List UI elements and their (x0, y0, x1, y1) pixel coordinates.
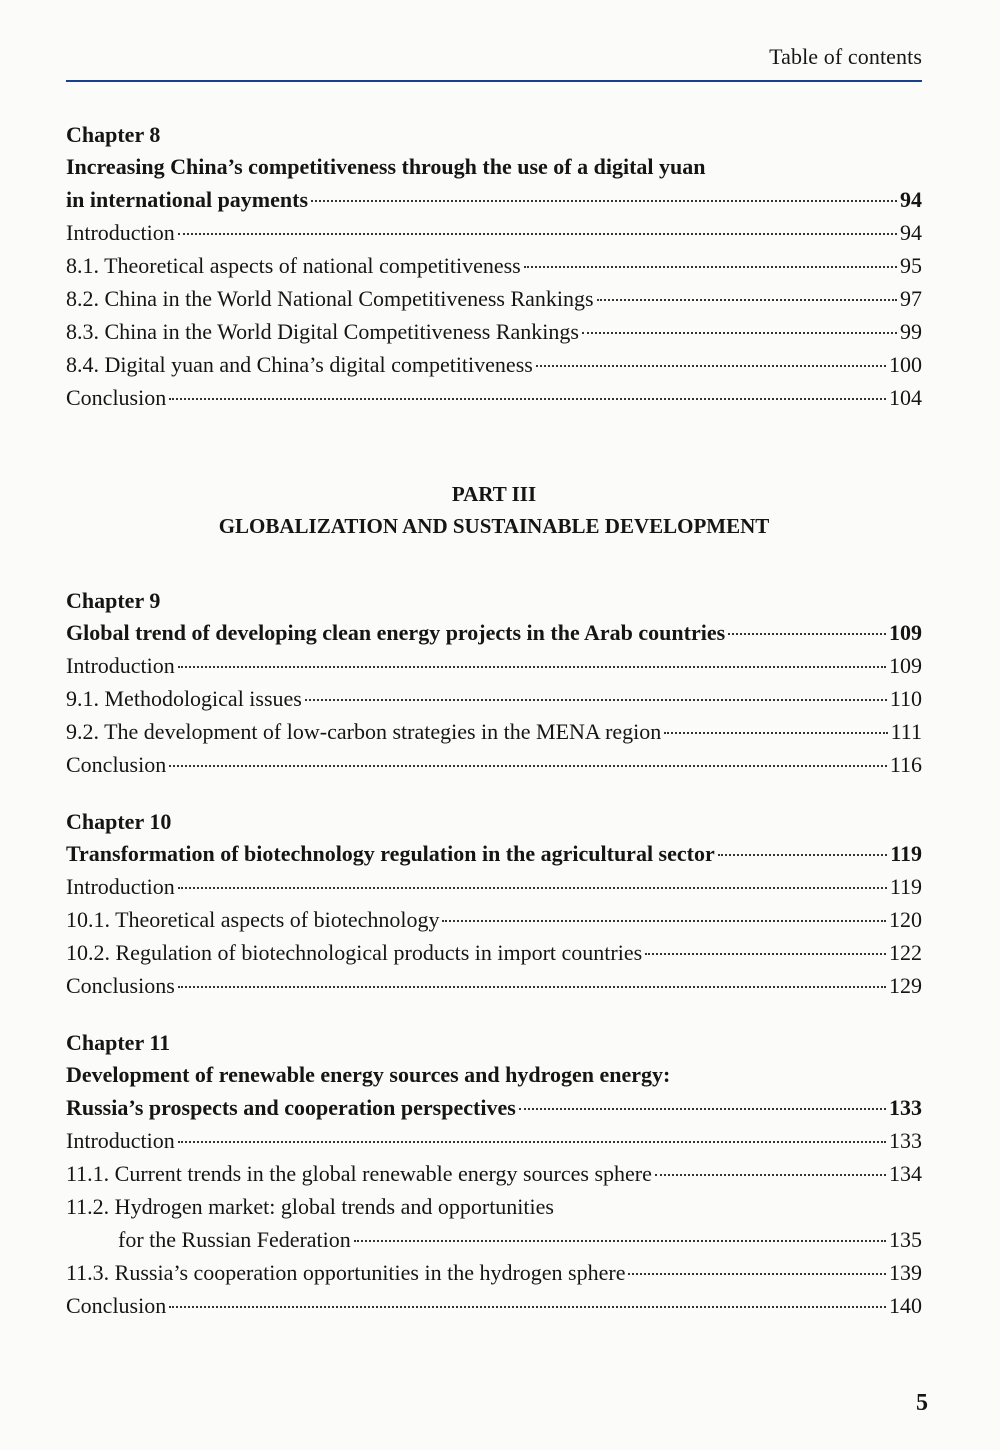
leader-dots (169, 398, 886, 400)
toc-content (66, 120, 922, 1322)
entry-text: 8.1. Theoretical aspects of national competitiveness (66, 253, 521, 278)
leader-dots (524, 266, 897, 268)
leader-dots (718, 854, 887, 856)
entry-text: Introduction (66, 1128, 175, 1153)
part-heading (66, 478, 922, 542)
leader-dots (305, 699, 887, 701)
chapter-10 (66, 807, 922, 1002)
toc-entry[interactable] (66, 903, 922, 936)
entry-text: Introduction (66, 874, 175, 899)
chapter-title-line[interactable] (66, 616, 922, 649)
page-ref: 133 (889, 1128, 922, 1153)
page-ref: 119 (889, 874, 922, 899)
chapter-label: Chapter 8 (66, 122, 161, 147)
part-title: GLOBALIZATION AND SUSTAINABLE DEVELOPMENT (218, 514, 770, 538)
entry-text: 8.4. Digital yuan and China’s digital competitiveness (66, 352, 533, 377)
chapter-9 (66, 586, 922, 781)
toc-entry[interactable] (66, 348, 922, 381)
chapter-8 (66, 120, 922, 414)
chapter-11 (66, 1028, 922, 1322)
leader-dots (354, 1240, 886, 1242)
page-number: 5 (916, 1390, 928, 1416)
chapter-label: Chapter 9 (66, 588, 161, 613)
entry-text: Conclusion (66, 752, 167, 777)
entry-text: 11.2. Hydrogen market: global trends and opportunities (66, 1194, 554, 1219)
toc-entry[interactable] (66, 748, 922, 781)
entry-text: Introduction (66, 220, 175, 245)
toc-entry[interactable] (66, 1124, 922, 1157)
page-ref: 104 (889, 385, 922, 410)
leader-dots (178, 1141, 886, 1143)
toc-entry[interactable] (66, 682, 922, 715)
leader-dots (442, 920, 886, 922)
page-ref: 95 (900, 253, 922, 278)
entry-text: Conclusion (66, 385, 167, 410)
toc-entry[interactable] (66, 969, 922, 1002)
toc-entry[interactable] (66, 715, 922, 748)
toc-entry[interactable] (66, 381, 922, 414)
leader-dots (536, 365, 886, 367)
chapter-title-line[interactable] (66, 183, 922, 216)
entry-text: 9.2. The development of low-carbon strategies in the MENA region (66, 719, 662, 744)
page-ref: 109 (889, 653, 922, 678)
entry-text: Conclusion (66, 1293, 167, 1318)
entry-text: 8.3. China in the World Digital Competitiveness Rankings (66, 319, 579, 344)
part-label: PART III (451, 482, 537, 506)
chapter-label: Chapter 11 (66, 1030, 171, 1055)
toc-entry[interactable] (66, 1256, 922, 1289)
page-ref: 111 (890, 719, 922, 744)
leader-dots (582, 332, 897, 334)
page-ref: 122 (889, 940, 922, 965)
page-ref: 133 (889, 1095, 922, 1120)
leader-dots (664, 732, 887, 734)
toc-entry[interactable] (66, 870, 922, 903)
page-ref: 120 (889, 907, 922, 932)
leader-dots (178, 887, 887, 889)
entry-text: 10.1. Theoretical aspects of biotechnology (66, 907, 440, 932)
page-ref: 94 (900, 187, 922, 212)
leader-dots (178, 666, 886, 668)
chapter-title-line[interactable] (66, 837, 922, 870)
entry-text: Conclusions (66, 973, 175, 998)
entry-text: 8.2. China in the World National Competitiveness Rankings (66, 286, 594, 311)
entry-text: Introduction (66, 653, 175, 678)
toc-entry[interactable] (66, 1289, 922, 1322)
chapter-title-line[interactable] (66, 1091, 922, 1124)
page-ref: 139 (889, 1260, 922, 1285)
chapter-title-line (66, 1058, 922, 1091)
title-text: in international payments (66, 187, 309, 212)
page-ref: 94 (900, 220, 922, 245)
page-ref: 97 (900, 286, 922, 311)
leader-dots (178, 986, 886, 988)
leader-dots (628, 1273, 886, 1275)
page-ref: 135 (889, 1227, 922, 1252)
page-ref: 100 (889, 352, 922, 377)
toc-entry[interactable] (66, 282, 922, 315)
toc-entry[interactable] (66, 936, 922, 969)
entry-text: 10.2. Regulation of biotechnological products in import countries (66, 940, 643, 965)
page-ref: 99 (900, 319, 922, 344)
leader-dots (645, 953, 886, 955)
running-head: Table of contents (769, 44, 922, 69)
toc-entry[interactable] (66, 315, 922, 348)
page-ref: 119 (890, 841, 922, 866)
toc-entry[interactable] (66, 1190, 922, 1223)
page-ref: 129 (889, 973, 922, 998)
entry-text: for the Russian Federation (118, 1227, 351, 1252)
title-text: Global trend of developing clean energy projects in the Arab countries (66, 620, 726, 645)
entry-text: 9.1. Methodological issues (66, 686, 302, 711)
chapter-title-line (66, 150, 922, 183)
page-ref: 116 (889, 752, 922, 777)
toc-entry[interactable] (66, 216, 922, 249)
leader-dots (728, 633, 886, 635)
leader-dots (519, 1108, 886, 1110)
toc-entry[interactable] (66, 249, 922, 282)
entry-text: 11.1. Current trends in the global renewable energy sources sphere (66, 1161, 652, 1186)
title-text: Russia’s prospects and cooperation perspectives (66, 1095, 516, 1120)
leader-dots (169, 1306, 886, 1308)
page-ref: 140 (889, 1293, 922, 1318)
title-text: Development of renewable energy sources and hydrogen energy: (66, 1062, 671, 1087)
header-rule (66, 80, 922, 82)
title-text: Transformation of biotechnology regulation in the agricultural sector (66, 841, 715, 866)
title-text: Increasing China’s competitiveness through the use of a digital yuan (66, 154, 706, 179)
entry-text: 11.3. Russia’s cooperation opportunities in the hydrogen sphere (66, 1260, 626, 1285)
page-ref: 134 (889, 1161, 922, 1186)
toc-entries (66, 216, 922, 414)
page-ref: 110 (889, 686, 922, 711)
leader-dots (655, 1174, 886, 1176)
page-ref: 109 (889, 620, 922, 645)
toc-entry[interactable] (66, 649, 922, 682)
toc-entry-continuation[interactable] (66, 1223, 922, 1256)
leader-dots (311, 200, 897, 202)
chapter-label: Chapter 10 (66, 809, 172, 834)
leader-dots (169, 765, 887, 767)
leader-dots (178, 233, 897, 235)
toc-entry[interactable] (66, 1157, 922, 1190)
leader-dots (597, 299, 897, 301)
